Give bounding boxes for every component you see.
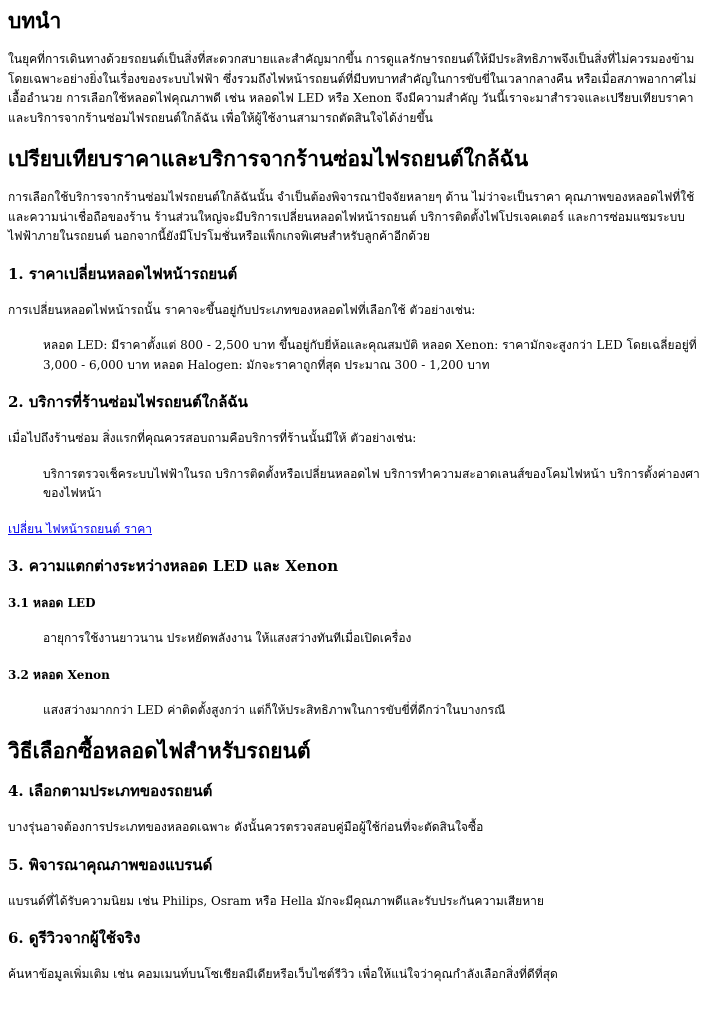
section-5-paragraph: แบรนด์ที่ได้รับความนิยม เช่น Philips, Osram หรือ Hella มักจะมีคุณภาพดีและรับประกันความเสียหาย — [8, 893, 544, 908]
headlight-price-link[interactable]: เปลี่ยน ไฟหน้ารถยนต์ ราคา — [8, 521, 153, 536]
section-6-paragraph: ค้นหาข้อมูลเพิ่มเติม เช่น คอมเมนท์บนโซเชียลมีเดียหรือเว็บไซต์รีวิว เพื่อให้แน่ใจว่าคุณกำลังเลือกสิ่งที่ดีที่สุด — [8, 967, 558, 981]
compare-heading: เปรียบเทียบราคาและบริการจากร้านซ่อมไฟรถยนต์ใกล้ฉัน — [8, 146, 529, 171]
section-3-1-heading: 3.1 หลอด LED — [8, 596, 96, 610]
section-2-heading: 2. บริการที่ร้านซ่อมไฟรถยนต์ใกล้ฉัน — [8, 393, 248, 411]
section-4-paragraph: บางรุ่นอาจต้องการประเภทของหลอดเฉพาะ ดังนั้นควรตรวจสอบคู่มือผู้ใช้ก่อนที่จะตัดสินใจซื้อ — [8, 820, 484, 834]
section-3-1-paragraph: อายุการใช้งานยาวนาน ประหยัดพลังงาน ให้แสงสว่างทันทีเมื่อเปิดเครื่อง — [43, 631, 412, 645]
intro-paragraph: ในยุคที่การเดินทางด้วยรถยนต์เป็นสิ่งที่สะดวกสบายและสำคัญมากขึ้น การดูแลรักษารถยนต์ให้มีประสิทธิภาพจึงเป็นสิ่งที่ไม่ควรมองข้าม โดยเฉพาะอย่างยิ่งในเรื่องของระบบไฟฟ้า ซึ่งรวมถึงไฟหน้ารถยนต์ที่มีบทบาทสำคัญในการขับขี่ในเวลากลางคืน หรือเมื่อสภาพอากาศไม่เอื้ออำนวย การเลือกใช้หลอดไฟคุณภาพดี เช่น หลอดไฟ LED หรือ Xenon จึงมีความสำคัญ วันนี้เราจะมาสำรวจและเปรียบเทียบราคาและบริการจากร้านซ่อมไฟรถยนต์ใกล้ฉัน เพื่อให้ผู้ใช้งานสามารถตัดสินใจได้ง่ายขึ้น — [8, 52, 697, 125]
section-2-paragraph: เมื่อไปถึงร้านซ่อม สิ่งแรกที่คุณควรสอบถามคือบริการที่ร้านนั้นมีให้ ตัวอย่างเช่น: — [8, 431, 417, 445]
section-3-2-paragraph: แสงสว่างมากกว่า LED ค่าติดตั้งสูงกว่า แต่ก็ให้ประสิทธิภาพในการขับขี่ที่ดีกว่าในบางกรณี — [43, 702, 506, 717]
section-1-detail: หลอด LED: มีราคาตั้งแต่ 800 - 2,500 บาท ขึ้นอยู่กับยี่ห้อและคุณสมบัติ หลอด Xenon: ราคามักจะสูงกว่า LED โดยเฉลี่ยอยู่ที่ 3,000 - 6,000 บาท หลอด Halogen: มักจะราคาถูกที่สุด ประมาณ 300 - 1,200 บาท — [43, 338, 697, 372]
article — [0, 6, 720, 985]
section-6-heading: 6. ดูรีวิวจากผู้ใช้จริง — [8, 929, 141, 947]
intro-heading: บทนำ — [8, 8, 62, 33]
section-5-heading: 5. พิจารณาคุณภาพของแบรนด์ — [8, 855, 213, 874]
section-1-heading: 1. ราคาเปลี่ยนหลอดไฟหน้ารถยนต์ — [8, 264, 238, 283]
howto-heading: วิธีเลือกซื้อหลอดไฟสำหรับรถยนต์ — [8, 738, 311, 763]
section-2-detail: บริการตรวจเช็คระบบไฟฟ้าในรถ บริการติดตั้งหรือเปลี่ยนหลอดไฟ บริการทำความสะอาดเลนส์ของโคมไฟหน้า บริการตั้งค่าองศาของไฟหน้า — [43, 466, 700, 500]
compare-paragraph: การเลือกใช้บริการจากร้านซ่อมไฟรถยนต์ใกล้ฉันนั้น จำเป็นต้องพิจารณาปัจจัยหลายๆ ด้าน ไม่ว่าจะเป็นราคา คุณภาพของหลอดไฟที่ใช้ และความน่าเชื่อถือของร้าน ร้านส่วนใหญ่จะมีบริการเปลี่ยนหลอดไฟหน้ารถยนต์ บริการติดตั้งไฟโปรเจคเตอร์ และการซ่อมแซมระบบไฟฟ้าภายในรถยนต์ นอกจากนี้ยังมีโปรโมชั่นหรือแพ็กเกจพิเศษสำหรับลูกค้าอีกด้วย — [8, 190, 695, 243]
section-3-2-heading: 3.2 หลอด Xenon — [8, 667, 110, 682]
section-1-paragraph: การเปลี่ยนหลอดไฟหน้ารถนั้น ราคาจะขึ้นอยู่กับประเภทของหลอดไฟที่เลือกใช้ ตัวอย่างเช่น: — [8, 302, 476, 317]
section-4-heading: 4. เลือกตามประเภทของรถยนต์ — [8, 782, 213, 800]
section-3-heading: 3. ความแตกต่างระหว่างหลอด LED และ Xenon — [8, 557, 339, 575]
